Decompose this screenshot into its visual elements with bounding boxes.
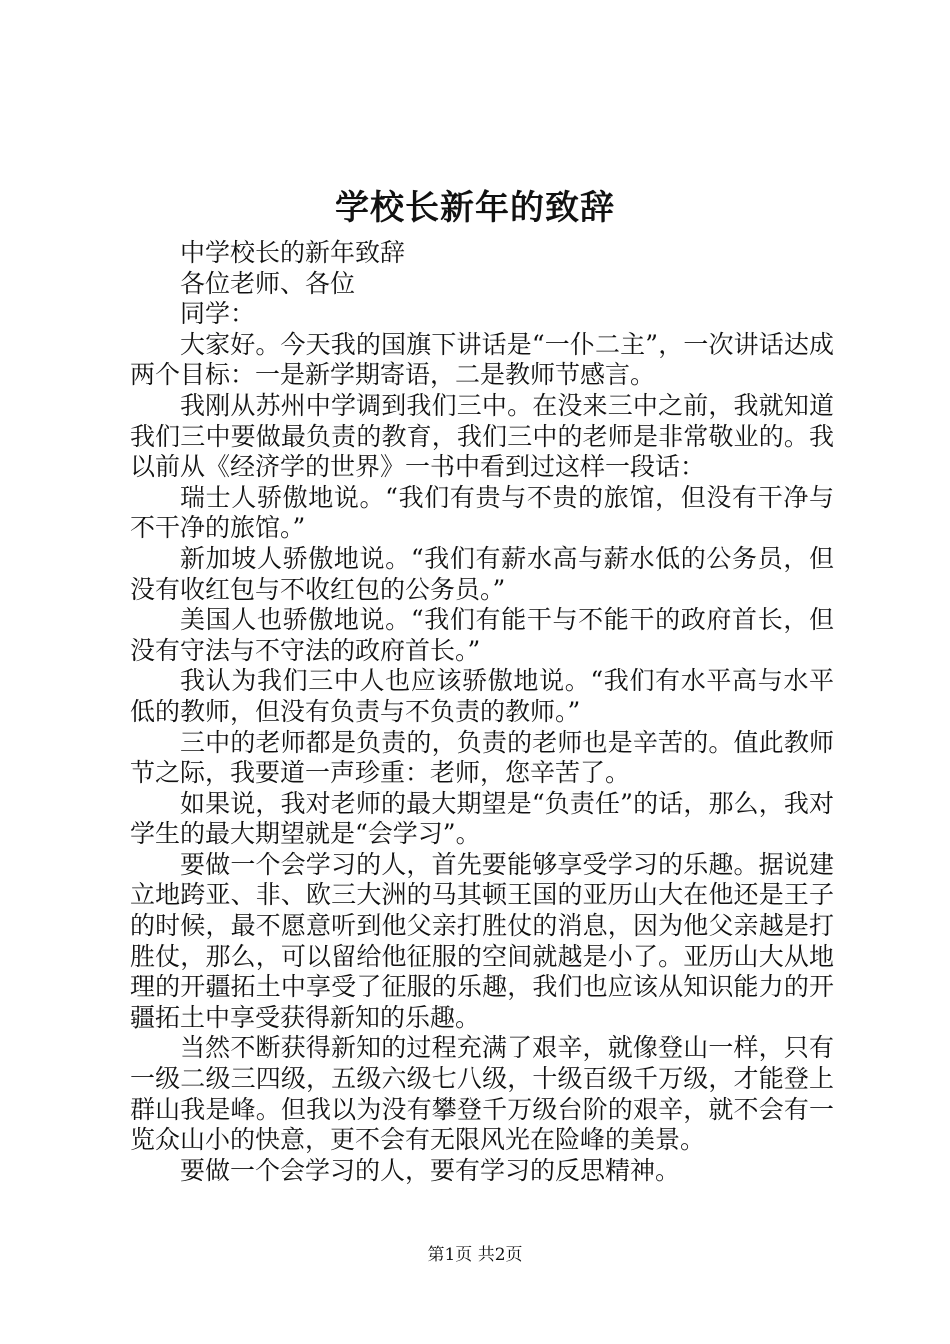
paragraph: 同学：: [180, 299, 256, 329]
paragraph: 要做一个会学习的人，首先要能够享受学习的乐趣。据说建立地跨亚、非、欧三大洲的马其顿王国的亚历山大在他还是王子的时候，最不愿意听到他父亲打胜仗的消息，因为他父亲越是打胜仗，那么，可以留给他征服的空间就越是小了。亚历山大从地理的开疆拓土中享受了征服的乐趣，我们也应该从知识能力的开疆拓土中享受获得新知的乐趣。: [130, 849, 834, 1032]
paragraph: 新加坡人骄傲地说。“我们有薪水高与薪水低的公务员，但没有收红包与不收红包的公务员。”: [130, 543, 834, 604]
paragraph: 瑞士人骄傲地说。“我们有贵与不贵的旅馆，但没有干净与不干净的旅馆。”: [130, 482, 834, 543]
paragraph: 各位老师、各位: [180, 268, 356, 298]
paragraph: 美国人也骄傲地说。“我们有能干与不能干的政府首长，但没有守法与不守法的政府首长。”: [130, 605, 834, 665]
paragraph: 我认为我们三中人也应该骄傲地说。“我们有水平高与水平低的教师，但没有负责与不负责的教师。”: [130, 666, 834, 726]
paragraph: 大家好。今天我的国旗下讲话是“一仆二主”，一次讲话达成两个目标：一是新学期寄语，二是教师节感言。: [130, 329, 834, 390]
paragraph: 三中的老师都是负责的，负责的老师也是辛苦的。值此教师节之际，我要道一声珍重：老师，您辛苦了。: [130, 727, 834, 788]
document-body: [130, 238, 834, 1186]
page-footer: 第1页 共2页: [427, 1245, 523, 1265]
paragraph: 中学校长的新年致辞: [180, 238, 406, 267]
paragraph: 当然不断获得新知的过程充满了艰辛，就像登山一样，只有一级二级三四级，五级六级七八级，十级百级千万级，才能登上群山我是峰。但我以为没有攀登千万级台阶的艰辛，就不会有一览众山小的快意，更不会有无限风光在险峰的美景。: [130, 1033, 834, 1155]
paragraph: 如果说，我对老师的最大期望是“负责任”的话，那么，我对学生的最大期望就是“会学习”。: [130, 788, 834, 849]
document-title: 学校长新年的致辞: [335, 188, 615, 228]
paragraph: 我刚从苏州中学调到我们三中。在没来三中之前，我就知道我们三中要做最负责的教育，我们三中的老师是非常敬业的。我以前从《经济学的世界》一书中看到过这样一段话：: [130, 390, 834, 482]
paragraph: 要做一个会学习的人，要有学习的反思精神。: [180, 1155, 681, 1185]
